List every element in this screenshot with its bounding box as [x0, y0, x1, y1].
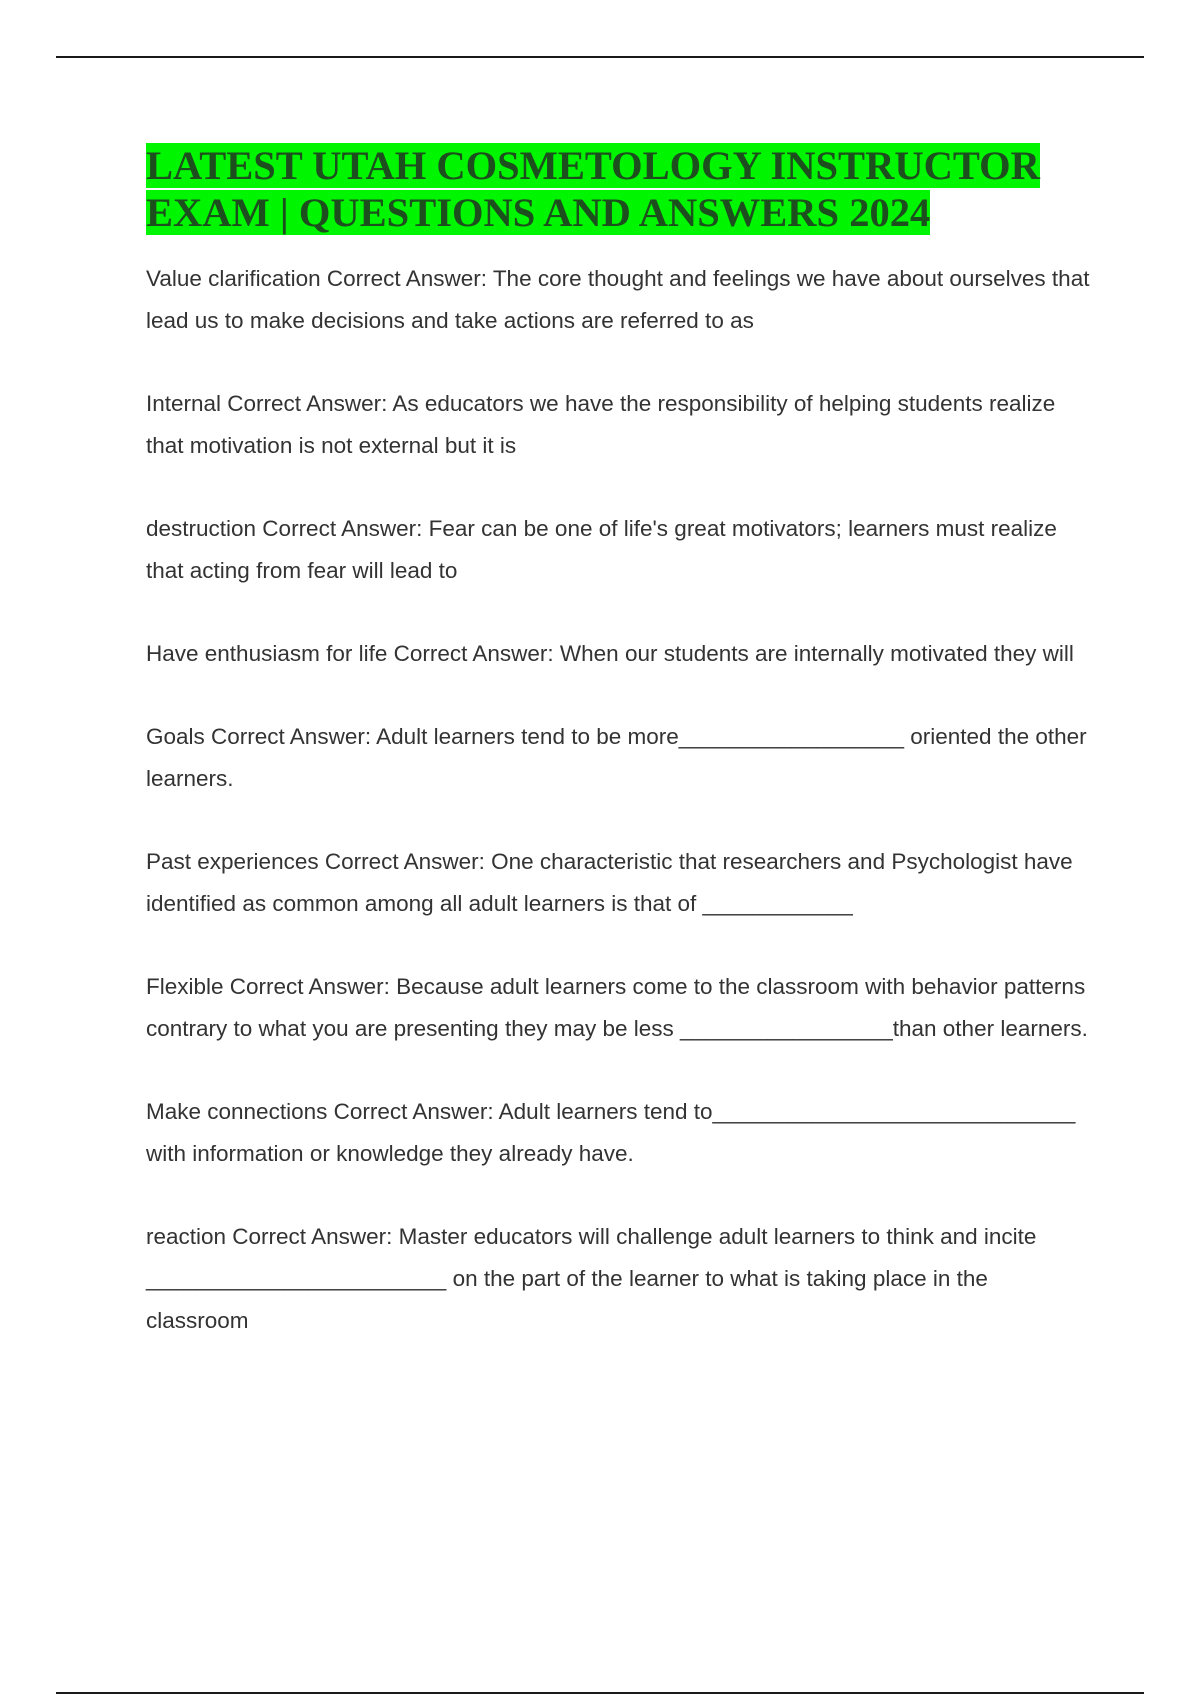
qa-item: Goals Correct Answer: Adult learners tend to be more__________________ oriented the other learners.: [146, 724, 1087, 791]
title-highlight: LATEST UTAH COSMETOLOGY INSTRUCTOR EXAM | QUESTIONS AND ANSWERS 2024: [146, 143, 1040, 235]
qa-item: Flexible Correct Answer: Because adult learners come to the classroom with behavior patterns contrary to what you are presenting they may be less _________________than other learners.: [146, 974, 1088, 1041]
top-rule: [56, 56, 1144, 58]
qa-item: Internal Correct Answer: As educators we have the responsibility of helping students realize that motivation is not external but it is: [146, 391, 1056, 458]
qa-item: Value clarification Correct Answer: The core thought and feelings we have about ourselves that lead us to make decisions and take actions are referred to as: [146, 266, 1090, 333]
document-body: [146, 142, 1091, 1383]
qa-item: Past experiences Correct Answer: One characteristic that researchers and Psychologist have identified as common among all adult learners is that of ____________: [146, 849, 1073, 916]
qa-item: reaction Correct Answer: Master educators will challenge adult learners to think and incite ________________________ on the part of the learner to what is taking place in the classroom: [146, 1224, 1037, 1333]
qa-item: Make connections Correct Answer: Adult learners tend to_____________________________ with information or knowledge they already have.: [146, 1099, 1076, 1166]
bottom-rule: [56, 1692, 1144, 1694]
qa-item: Have enthusiasm for life Correct Answer: When our students are internally motivated they will: [146, 641, 1074, 666]
qa-item: destruction Correct Answer: Fear can be one of life's great motivators; learners must realize that acting from fear will lead to: [146, 516, 1057, 583]
document-title: [146, 142, 1091, 236]
